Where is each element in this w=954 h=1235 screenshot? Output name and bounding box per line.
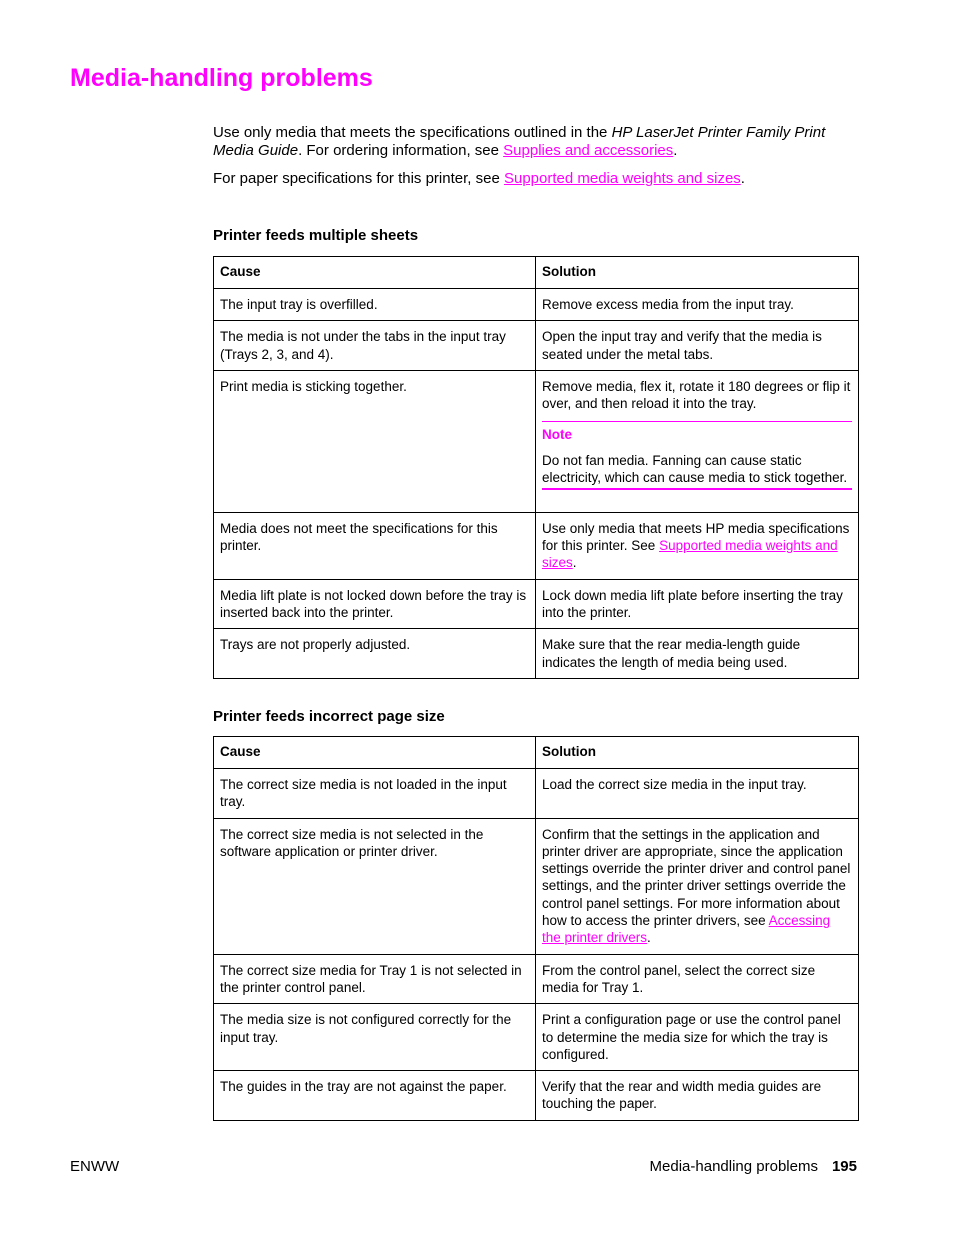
cause-cell: The correct size media is not loaded in the input tray. [214, 769, 536, 819]
solution-text: Use only media that meets HP media specifications for this printer. See [542, 520, 850, 554]
solution-cell: Open the input tray and verify that the media is seated under the metal tabs. [536, 321, 859, 371]
solution-text: Confirm that the settings in the application and printer driver are appropriate, since the application settings override the printer driver and control panel settings, and the printer driver settings override the control panel settings. For more information about how to access the printer drivers, see [542, 826, 851, 929]
cause-cell: The input tray is overfilled. [214, 289, 536, 321]
solution-text: . [572, 555, 577, 571]
solution-cell: Print a configuration page or use the control panel to determine the media size for which the tray is configured. [536, 1004, 859, 1071]
table-row [214, 954, 859, 1004]
intro-text-span: . [740, 170, 745, 187]
cause-cell: Media does not meet the specifications for this printer. [214, 512, 536, 579]
multiple-sheets-table [213, 256, 859, 679]
cause-cell: The correct size media for Tray 1 is not selected in the printer control panel. [214, 954, 536, 1004]
column-header-solution: Solution [536, 257, 859, 289]
table-row [214, 512, 859, 579]
cause-cell: The media size is not configured correctly for the input tray. [214, 1004, 536, 1071]
table-row [214, 321, 859, 371]
solution-cell [536, 370, 859, 512]
solution-text: Remove media, flex it, rotate it 180 degrees or flip it over, and then reload it into the tray. [542, 378, 851, 412]
intro-paragraph-2 [213, 170, 858, 188]
table-row [214, 579, 859, 629]
table-row [214, 769, 859, 819]
supplies-link[interactable]: Supplies and accessories [503, 142, 674, 159]
solution-cell: Load the correct size media in the input tray. [536, 769, 859, 819]
table-row [214, 1071, 859, 1121]
page-title: Media-handling problems [70, 64, 373, 92]
section-heading-incorrect-size: Printer feeds incorrect page size [213, 708, 445, 725]
cause-cell: Print media is sticking together. [214, 370, 536, 512]
solution-cell: Verify that the rear and width media guides are touching the paper. [536, 1071, 859, 1121]
note-label: Note [542, 427, 572, 443]
table-row [214, 289, 859, 321]
cause-cell: Media lift plate is not locked down before the tray is inserted back into the printer. [214, 579, 536, 629]
note-box [542, 421, 852, 490]
footer-right [650, 1158, 857, 1176]
solution-cell: Remove excess media from the input tray. [536, 289, 859, 321]
footer-section: Media-handling problems [649, 1158, 818, 1175]
cause-cell: The media is not under the tabs in the input tray (Trays 2, 3, and 4). [214, 321, 536, 371]
table-row [214, 1004, 859, 1071]
solution-cell [536, 818, 859, 954]
column-header-cause: Cause [214, 257, 536, 289]
solution-cell: From the control panel, select the correct size media for Tray 1. [536, 954, 859, 1004]
intro-text-span: . [673, 142, 678, 159]
media-weights-link[interactable]: Supported media weights and sizes [542, 538, 838, 571]
cause-cell: The guides in the tray are not against the paper. [214, 1071, 536, 1121]
printer-drivers-link[interactable]: Accessing the printer drivers [542, 913, 831, 946]
cause-cell: The correct size media is not selected in the software application or printer driver. [214, 818, 536, 954]
footer-left: ENWW [70, 1158, 120, 1175]
table-row [214, 629, 859, 679]
note-text: Do not fan media. Fanning can cause static electricity, which can cause media to stick together. [542, 452, 848, 486]
media-weights-link[interactable]: Supported media weights and sizes [503, 170, 741, 187]
column-header-solution: Solution [536, 737, 859, 769]
incorrect-size-table [213, 736, 859, 1121]
column-header-cause: Cause [214, 737, 536, 769]
intro-text-span: For paper specifications for this printer, see [213, 170, 504, 187]
section-heading-multiple-sheets: Printer feeds multiple sheets [213, 227, 419, 244]
solution-cell: Make sure that the rear media-length guide indicates the length of media being used. [536, 629, 859, 679]
table-row [214, 818, 859, 954]
table-header-row [214, 257, 859, 289]
table-header-row [214, 737, 859, 769]
solution-text: . [647, 930, 651, 946]
intro-text-span: Use only media that meets the specifications outlined in the [213, 124, 612, 141]
intro-text [213, 124, 858, 198]
solution-cell: Lock down media lift plate before inserting the tray into the printer. [536, 579, 859, 629]
intro-paragraph-1 [213, 124, 858, 160]
intro-text-span: . For ordering information, see [298, 142, 504, 159]
table-row [214, 370, 859, 512]
page-number: 195 [831, 1158, 857, 1175]
guide-title: HP LaserJet Printer Family Print Media Guide [213, 124, 826, 159]
cause-cell: Trays are not properly adjusted. [214, 629, 536, 679]
solution-cell [536, 512, 859, 579]
